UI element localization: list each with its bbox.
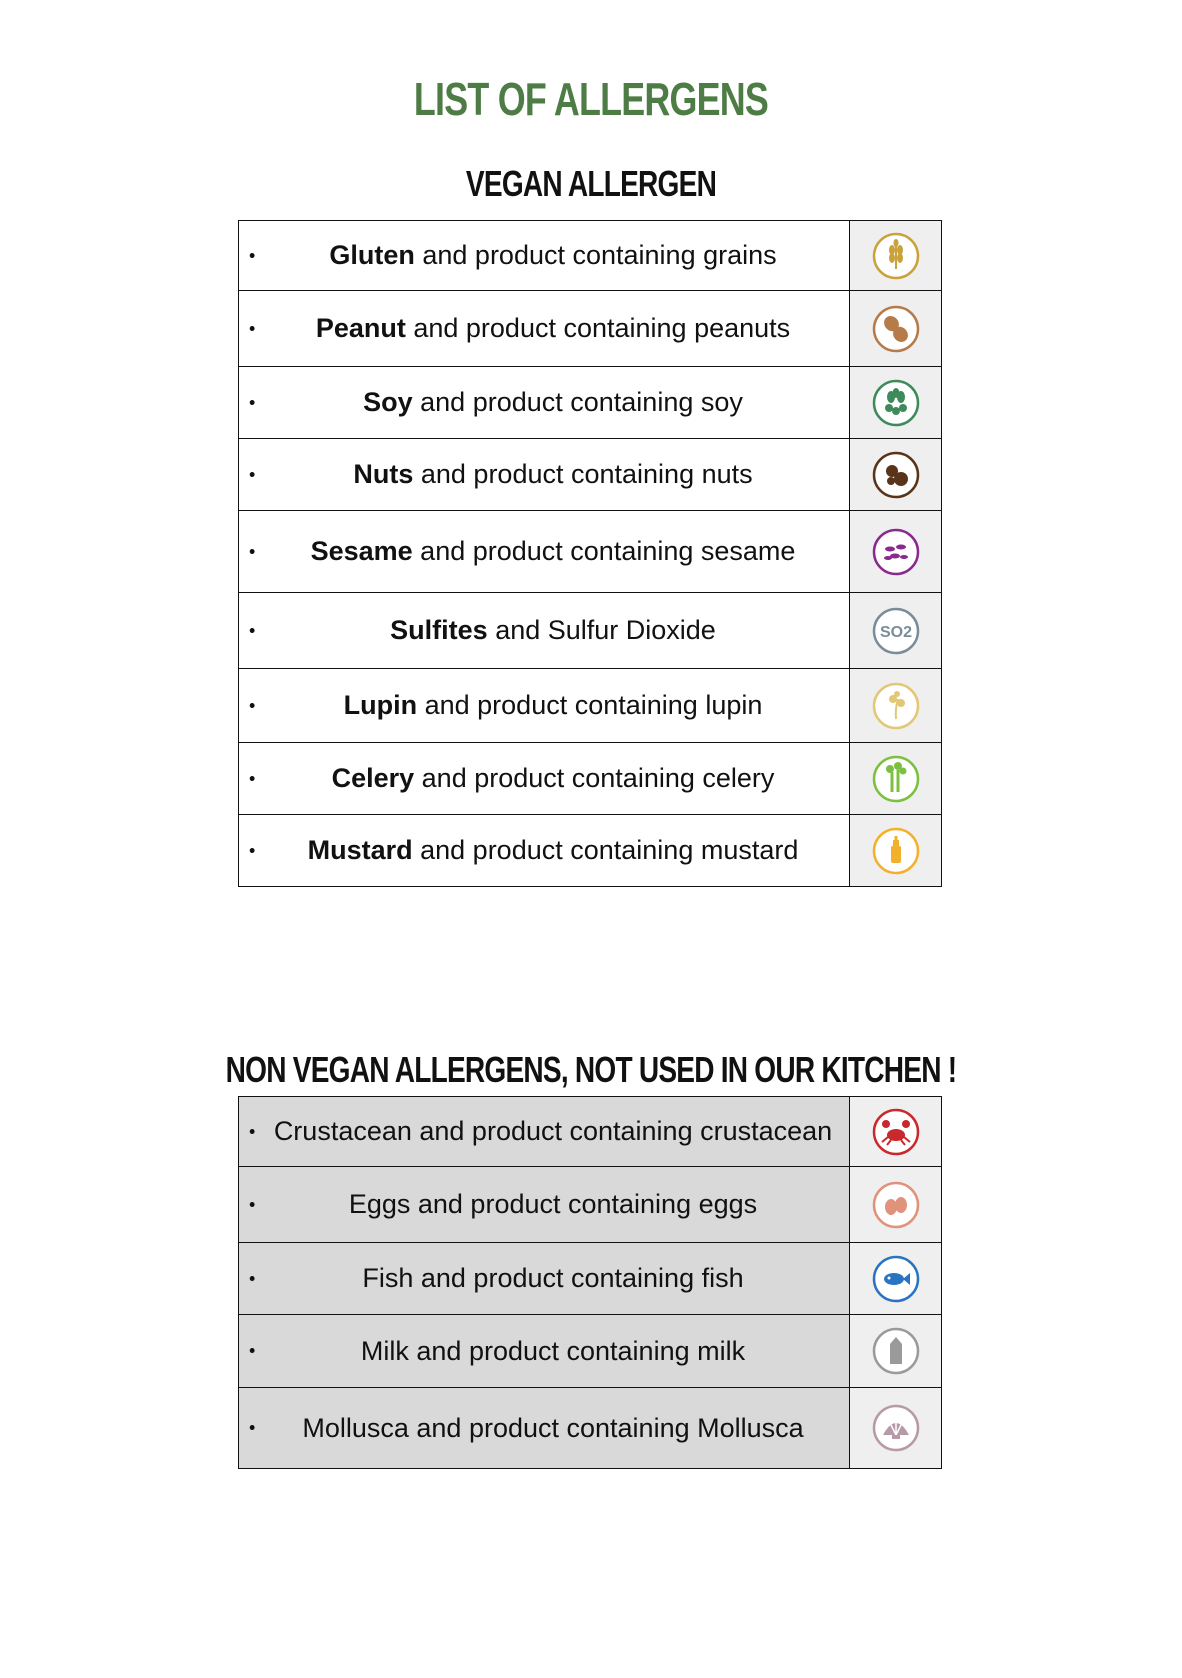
bullet: •	[249, 541, 256, 561]
allergen-row	[239, 1097, 942, 1167]
allergen-icon-cell	[850, 669, 942, 743]
bullet: •	[249, 392, 256, 412]
bullet: •	[249, 245, 256, 265]
allergen-text-cell	[239, 1167, 850, 1243]
allergen-icon-cell	[850, 367, 942, 439]
allergen-text-cell	[239, 1315, 850, 1388]
page-title: LIST OF ALLERGENS	[413, 73, 769, 125]
allergen-row	[239, 669, 942, 743]
allergen-name: Nuts	[353, 459, 414, 489]
allergen-icon-cell	[850, 815, 942, 887]
allergen-name: Mustard	[307, 835, 413, 865]
sesame-icon	[871, 527, 921, 577]
allergen-row	[239, 367, 942, 439]
nonvegan-section-title: NON VEGAN ALLERGENS, NOT USED IN OUR KITCHEN !	[225, 1049, 957, 1090]
bullet: •	[249, 1194, 256, 1214]
allergen-label	[298, 313, 790, 344]
allergen-row	[239, 1167, 942, 1243]
allergen-icon-cell	[850, 1167, 942, 1243]
allergen-description: and product containing peanuts	[405, 313, 791, 343]
allergen-text-cell	[239, 221, 850, 291]
bullet: •	[249, 695, 256, 715]
bullet: •	[249, 1340, 256, 1361]
eggs-icon	[871, 1180, 921, 1230]
allergen-row	[239, 439, 942, 511]
allergen-label	[335, 459, 752, 490]
allergen-description: and product containing lupin	[417, 690, 763, 720]
bullet: •	[249, 464, 256, 484]
allergen-label	[293, 536, 796, 567]
bullet: •	[249, 1121, 256, 1141]
allergen-description: and product containing soy	[412, 387, 743, 417]
allergen-icon-cell	[850, 1097, 942, 1167]
allergen-label	[290, 835, 799, 866]
allergen-text-cell	[239, 1243, 850, 1315]
allergen-label	[345, 387, 743, 418]
peanut-icon	[871, 304, 921, 354]
vegan-section-title: VEGAN ALLERGEN	[465, 163, 717, 204]
allergen-label	[311, 240, 776, 271]
bullet: •	[249, 768, 256, 788]
allergen-icon-cell	[850, 511, 942, 593]
allergen-description: and product containing celery	[414, 763, 775, 793]
shell-icon	[871, 1403, 921, 1453]
allergen-icon-cell	[850, 743, 942, 815]
allergen-row	[239, 593, 942, 669]
allergen-row	[239, 221, 942, 291]
allergen-icon-cell	[850, 1315, 942, 1388]
allergen-row	[239, 1315, 942, 1388]
allergen-icon-cell	[850, 291, 942, 367]
allergen-description: and Sulfur Dioxide	[487, 615, 716, 645]
bullet: •	[249, 840, 256, 860]
allergen-text-cell	[239, 439, 850, 511]
allergen-name: Gluten	[329, 240, 415, 270]
allergen-name: Sesame	[310, 536, 413, 566]
soy-icon	[871, 378, 921, 428]
allergen-name: Soy	[363, 387, 413, 417]
mustard-icon	[871, 826, 921, 876]
allergen-text-cell	[239, 367, 850, 439]
allergen-icon-cell	[850, 1243, 942, 1315]
allergen-description: and product containing nuts	[413, 459, 753, 489]
allergen-icon-cell	[850, 439, 942, 511]
fish-icon	[871, 1254, 921, 1304]
milk-icon	[871, 1326, 921, 1376]
allergen-label	[372, 615, 716, 646]
allergen-description: and product containing sesame	[412, 536, 796, 566]
allergen-text-cell	[239, 593, 850, 669]
bullet: •	[249, 620, 256, 640]
svg-text:SO2: SO2	[879, 623, 912, 641]
bullet: •	[249, 1417, 256, 1438]
allergen-text-cell	[239, 815, 850, 887]
allergen-text-cell	[239, 291, 850, 367]
allergen-name: Celery	[331, 763, 415, 793]
allergen-name: Lupin	[343, 690, 418, 720]
allergen-label	[314, 763, 775, 794]
allergen-text-cell	[239, 743, 850, 815]
allergen-label: Fish and product containing fish	[362, 1263, 744, 1293]
nuts-icon	[871, 450, 921, 500]
allergen-text-cell	[239, 511, 850, 593]
celery-icon	[871, 754, 921, 804]
wheat-icon	[871, 231, 921, 281]
allergen-icon-cell	[850, 1388, 942, 1469]
allergen-text-cell	[239, 669, 850, 743]
allergen-label: Crustacean and product containing crustacean	[273, 1116, 833, 1146]
allergen-icon-cell	[850, 221, 942, 291]
bullet: •	[249, 318, 256, 338]
bullet: •	[249, 1268, 256, 1288]
allergen-description: and product containing mustard	[412, 835, 799, 865]
allergen-name: Peanut	[315, 313, 406, 343]
allergen-description: and product containing grains	[414, 240, 777, 270]
crab-icon	[871, 1107, 921, 1157]
allergen-row	[239, 511, 942, 593]
allergen-text-cell	[239, 1388, 850, 1469]
allergen-row	[239, 815, 942, 887]
allergen-row	[239, 1243, 942, 1315]
allergen-row	[239, 1388, 942, 1469]
nonvegan-allergen-table	[238, 1096, 942, 1469]
allergen-name: Sulfites	[390, 615, 488, 645]
vegan-allergen-table	[238, 220, 942, 887]
allergen-label: Eggs and product containing eggs	[348, 1189, 758, 1219]
so2-icon	[871, 606, 921, 656]
allergen-row	[239, 291, 942, 367]
allergen-row	[239, 743, 942, 815]
allergen-label: Mollusca and product containing Mollusca	[302, 1412, 804, 1443]
allergen-text-cell	[239, 1097, 850, 1167]
lupin-icon	[871, 681, 921, 731]
allergen-label: Milk and product containing milk	[360, 1335, 746, 1366]
allergen-icon-cell	[850, 593, 942, 669]
allergen-label	[326, 690, 763, 721]
